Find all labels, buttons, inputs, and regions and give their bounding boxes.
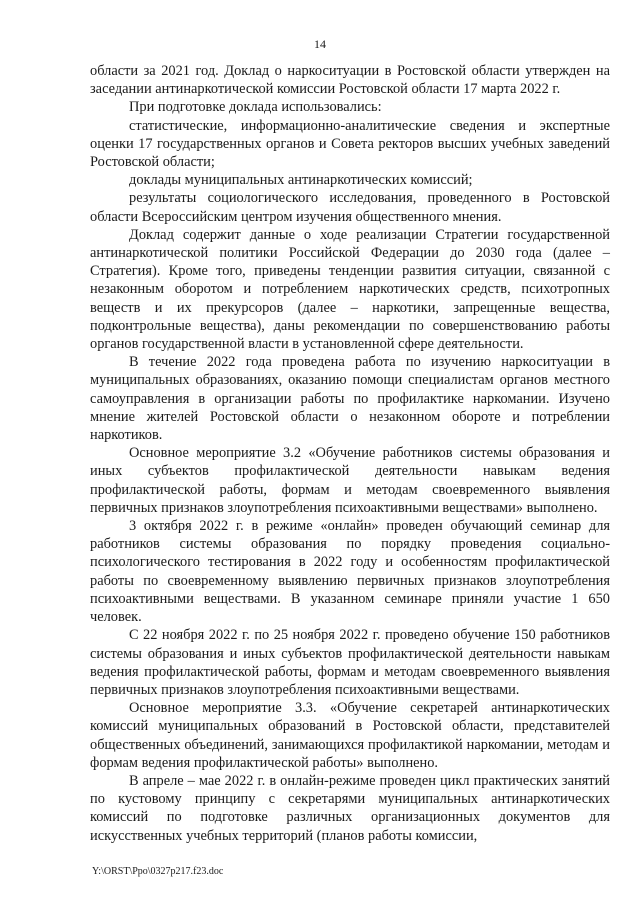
- paragraph-april-may: В апреле – мае 2022 г. в онлайн-режиме проведен цикл практических занятий по кустовому принципу с секретарями муниципальных антинаркотических комиссий по подготовке различных организационных документов для искусственных учебных территорий (планов работы комиссии,: [90, 772, 610, 844]
- footer-file-path: Y:\ORST\Ppo\0327p217.f23.doc: [92, 866, 224, 877]
- paragraph-measure-3-3: Основное мероприятие 3.3. «Обучение секретарей антинаркотических комиссий муниципальных образований в Ростовской области, представителей общественных объединений, занимающихся профилактикой наркомании, методам и формам ведения профилактической работы» выполнено.: [90, 700, 610, 771]
- paragraph-seminar-october: 3 октября 2022 г. в режиме «онлайн» проведен обучающий семинар для работников системы образования по порядку проведения социально-психологического тестирования в 2022 году и особенностям профилактической работы по своевременному выявлению первичных признаков злоупотребления психоактивными веществами. В указанном семинаре приняли участие 1 650 человек.: [90, 518, 610, 626]
- page-number: 14: [314, 37, 326, 51]
- paragraph-training-november: С 22 ноября 2022 г. по 25 ноября 2022 г. проведено обучение 150 работников системы образования и иных субъектов профилактической деятельности навыкам ведения профилактической работы, формам и методам своевременного выявления первичных признаков злоупотребления психоактивными веществами.: [90, 627, 610, 698]
- paragraph-continuation: области за 2021 год. Доклад о наркоситуации в Ростовской области утвержден на заседании антинаркотической комиссии Ростовской области 17 марта 2022 г.: [90, 63, 610, 98]
- paragraph-source-survey: результаты социологического исследования, проведенного в Ростовской области Всероссийским центром изучения общественного мнения.: [90, 190, 610, 225]
- document-body: [90, 62, 610, 845]
- paragraph-measure-3-2: Основное мероприятие 3.2 «Обучение работников системы образования и иных субъектов профилактической деятельности навыкам ведения профилактической работы, формам и методам своевременного выявления первичных признаков злоупотребления психоактивными веществами» выполнено.: [90, 445, 610, 516]
- paragraph-source-reports: доклады муниципальных антинаркотических комиссий;: [129, 172, 473, 189]
- paragraph-2022-work: В течение 2022 года проведена работа по изучению наркоситуации в муниципальных образованиях, оказанию помощи специалистам органов местного самоуправления в организации работы по профилактике наркомании. Изучено мнение жителей Ростовской области о незаконном обороте и потреблении наркотиков.: [90, 354, 610, 444]
- paragraph-source-statistics: статистические, информационно-аналитические сведения и экспертные оценки 17 государственных органов и Совета ректоров высших учебных заведений Ростовской области;: [90, 117, 610, 171]
- paragraph-report-content: Доклад содержит данные о ходе реализации Стратегии государственной антинаркотической политики Российской Федерации до 2030 года (далее – Стратегия). Кроме того, приведены тенденции развития ситуации, связанной с незаконным оборотом и потреблением наркотических средств, психотропных веществ и их прекурсоров (далее – наркотики, запрещенные вещества, подконтрольные вещества), даны рекомендации по совершенствованию работы органов государственной власти в установленной сфере деятельности.: [90, 226, 610, 353]
- paragraph-sources-intro: При подготовке доклада использовались:: [129, 99, 382, 116]
